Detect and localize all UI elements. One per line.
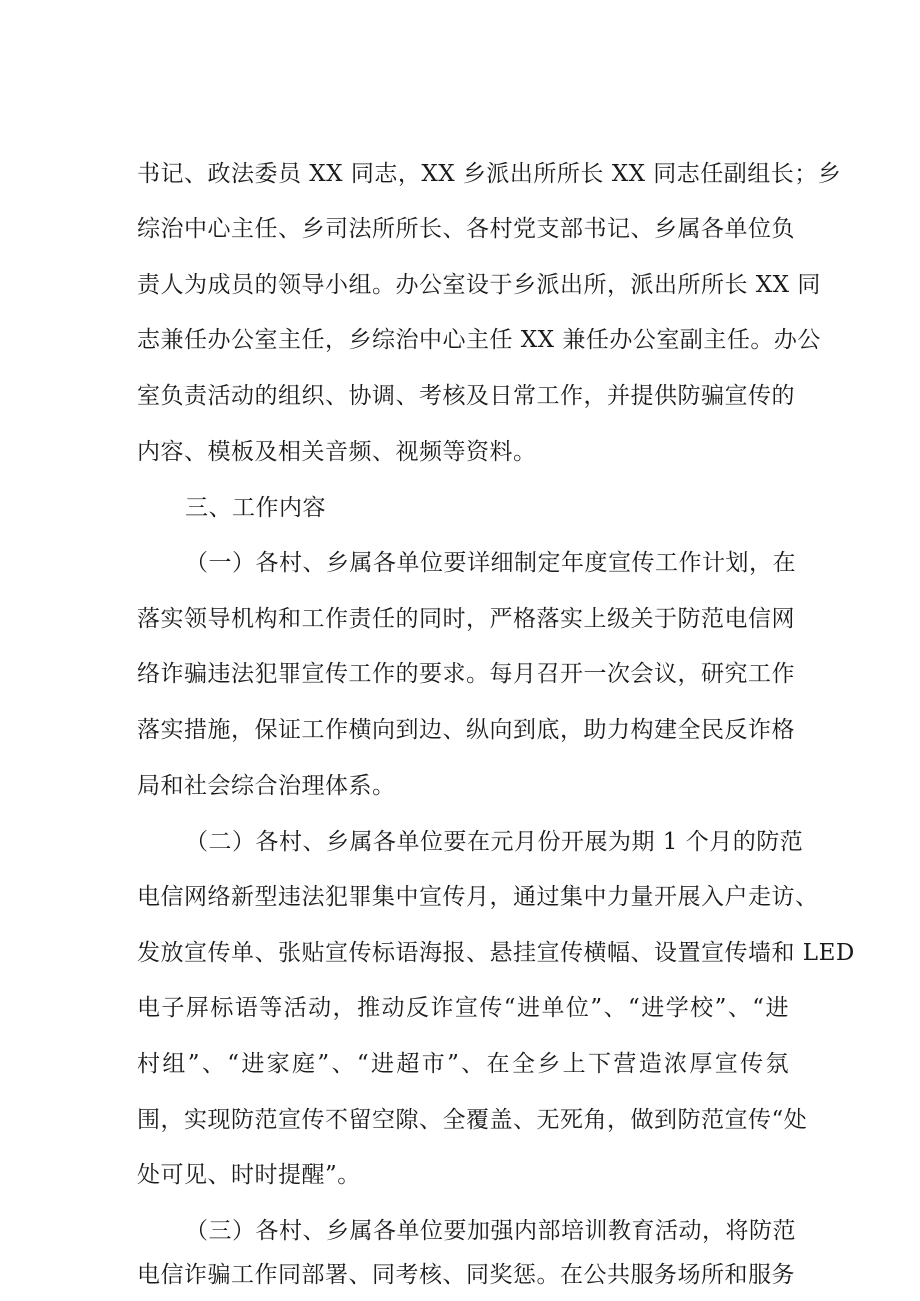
body-text-line: 志兼任办公室主任，乡综治中心主任 XX 兼任办公室副主任。办公: [137, 327, 821, 353]
body-text-line: 落实措施，保证工作横向到边、纵向到底，助力构建全民反诈格: [137, 717, 795, 743]
body-text-line: 发放宣传单、张贴宣传标语海报、悬挂宣传横幅、设置宣传墙和 LED: [137, 940, 855, 966]
body-text-line: 村组”、“进家庭”、“进超市”、在全乡上下营造浓厚宣传氛: [137, 1051, 789, 1077]
paragraph-first-line: （三）各村、乡属各单位要加强内部培训教育活动，将防范: [185, 1218, 796, 1244]
body-text-line: 电信诈骗工作同部署、同考核、同奖惩。在公共服务场所和服务: [137, 1262, 795, 1288]
body-text-line: 处可见、时时提醒”。: [137, 1162, 361, 1188]
body-text-line: 络诈骗违法犯罪宣传工作的要求。每月召开一次会议，研究工作: [137, 661, 795, 687]
paragraph-first-line: （二）各村、乡属各单位要在元月份开展为期 1 个月的防范: [185, 829, 804, 855]
section-heading: 三、工作内容: [185, 495, 326, 521]
body-text-line: 落实领导机构和工作责任的同时，严格落实上级关于防范电信网: [137, 606, 795, 632]
body-text-line: 内容、模板及相关音频、视频等资料。: [137, 439, 537, 465]
body-text-line: 综治中心主任、乡司法所所长、各村党支部书记、乡属各单位负: [137, 216, 795, 242]
body-text-line: 室负责活动的组织、协调、考核及日常工作，并提供防骗宣传的: [137, 383, 795, 409]
body-text-line: 围，实现防范宣传不留空隙、全覆盖、无死角，做到防范宣传“处: [137, 1107, 808, 1133]
body-text-line: 电子屏标语等活动，推动反诈宣传“进单位”、“进学校”、“进: [137, 995, 789, 1021]
body-text-line: 局和社会综合治理体系。: [137, 773, 396, 799]
body-text-line: 电信网络新型违法犯罪集中宣传月，通过集中力量开展入户走访、: [137, 884, 819, 910]
body-text-line: 责人为成员的领导小组。办公室设于乡派出所，派出所所长 XX 同: [137, 272, 821, 298]
paragraph-first-line: （一）各村、乡属各单位要详细制定年度宣传工作计划，在: [185, 550, 796, 576]
body-text-line: 书记、政法委员 XX 同志，XX 乡派出所所长 XX 同志任副组长；乡: [137, 161, 842, 187]
